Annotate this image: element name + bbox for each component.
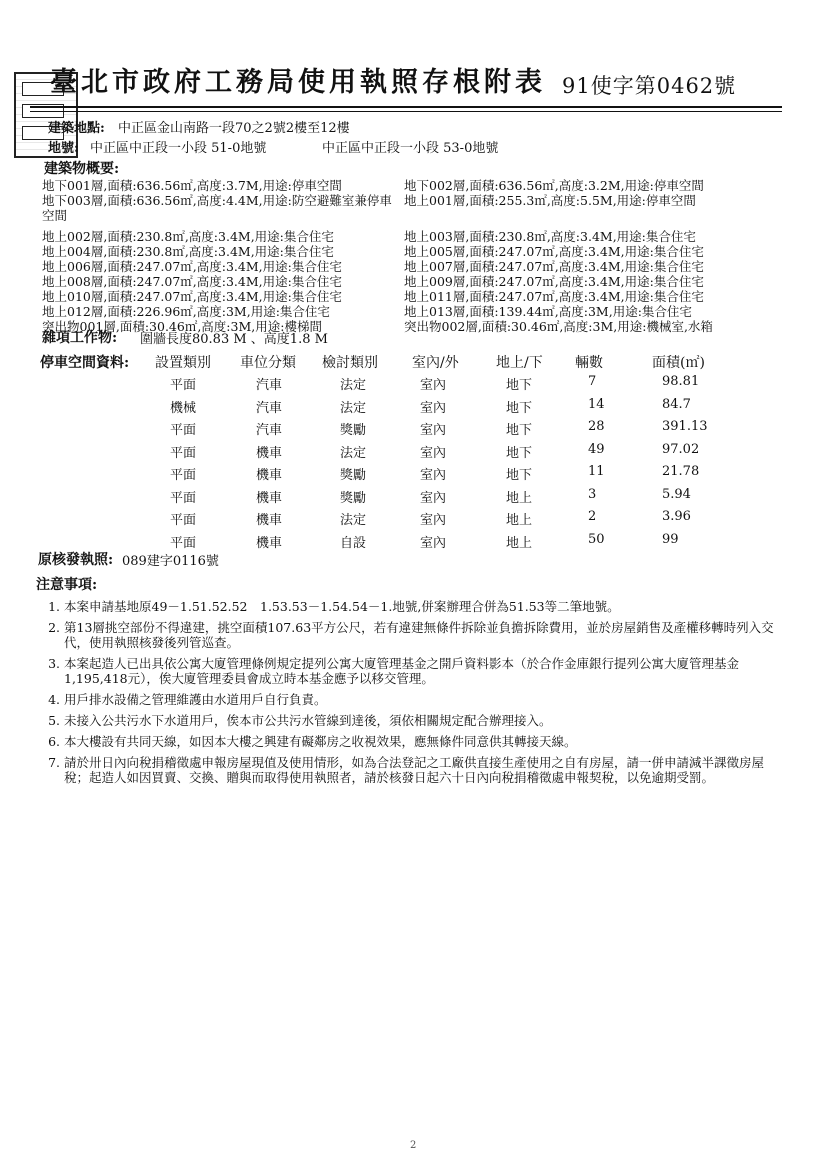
- overview-line: [404, 208, 784, 223]
- table-cell: 室內: [420, 468, 447, 483]
- table-cell: 機車: [256, 535, 283, 551]
- table-cell: 3.96: [662, 509, 691, 524]
- table-cell: 平面: [170, 468, 197, 483]
- misc-works-value: 圍牆長度80.83 M 、高度1.8 M: [140, 332, 328, 347]
- table-cell: 11: [588, 464, 605, 479]
- list-item: 5. 未接入公共污水下水道用戶，俟本市公共污水管線到達後，須依相關規定配合辦理接入。: [64, 713, 786, 728]
- table-cell: 獎勵: [340, 468, 367, 483]
- parking-header-cell: 設置類別: [155, 355, 211, 371]
- overview-line: 地下003層,面積:636.56㎡,高度:4.4M,用途:防空避難室兼停車: [42, 193, 392, 208]
- table-cell: 汽車: [256, 400, 283, 416]
- parking-header-cell: 車位分類: [240, 355, 296, 371]
- table-cell: 地下: [506, 400, 533, 416]
- overview-line: 地上002層,面積:230.8㎡,高度:3.4M,用途:集合住宅: [42, 229, 334, 244]
- overview-line: 地上004層,面積:230.8㎡,高度:3.4M,用途:集合住宅: [42, 244, 334, 259]
- overview-right-column: [404, 178, 784, 334]
- table-cell: 法定: [340, 400, 367, 416]
- table-cell: 機車: [256, 445, 283, 461]
- overview-line: 地上010層,面積:247.07㎡,高度:3.4M,用途:集合住宅: [42, 289, 342, 304]
- table-cell: 平面: [170, 513, 197, 528]
- overview-line: 地上012層,面積:226.96㎡,高度:3M,用途:集合住宅: [42, 304, 330, 319]
- list-item: 3. 本案起造人已出具依公寓大廈管理條例規定提列公寓大廈管理基金之開戶資料影本（於合作金庫銀行提列公寓大廈管理基金1,195,418元），俟大廈管理委員會成立時本基金應予以移交管理。: [64, 656, 786, 686]
- overview-label: 建築物概要:: [44, 161, 120, 177]
- parking-header-cell: 面積(㎡): [652, 355, 705, 371]
- list-item: 4. 用戶排水設備之管理維護由水道用戶自行負責。: [64, 692, 786, 707]
- table-cell: 機車: [256, 468, 283, 483]
- table-cell: 21.78: [662, 464, 700, 479]
- table-cell: 機械: [170, 400, 197, 416]
- overview-left-column: [42, 178, 402, 334]
- table-cell: 室內: [420, 535, 447, 551]
- original-permit-label: 原核發執照:: [38, 552, 114, 568]
- title-rule: [30, 106, 782, 108]
- table-cell: 地下: [506, 445, 533, 461]
- original-permit-value: 089建字0116號: [122, 554, 219, 569]
- table-cell: 84.7: [662, 396, 691, 412]
- table-cell: 法定: [340, 513, 367, 528]
- table-cell: 28: [588, 419, 605, 434]
- parking-header-cell: 地上/下: [496, 355, 543, 371]
- table-cell: 室內: [420, 400, 447, 416]
- overview-line: 地上013層,面積:139.44㎡,高度:3M,用途:集合住宅: [404, 304, 692, 319]
- table-cell: 平面: [170, 535, 197, 551]
- table-cell: 49: [588, 441, 605, 457]
- table-cell: 平面: [170, 423, 197, 438]
- page-title: 臺北市政府工務局使用執照存根附表: [50, 67, 546, 98]
- table-cell: 法定: [340, 445, 367, 461]
- overview-line: 地上001層,面積:255.3㎡,高度:5.5M,用途:停車空間: [404, 193, 696, 208]
- table-cell: 室內: [420, 378, 447, 393]
- parking-header-cell: 檢討類別: [322, 355, 378, 371]
- overview-line: 地上006層,面積:247.07㎡,高度:3.4M,用途:集合住宅: [42, 259, 342, 274]
- table-cell: 獎勵: [340, 490, 367, 506]
- parking-header-cell: 輛數: [575, 355, 603, 371]
- table-cell: 391.13: [662, 419, 708, 434]
- overview-line: 地上005層,面積:247.07㎡,高度:3.4M,用途:集合住宅: [404, 244, 704, 259]
- overview-line: 地下001層,面積:636.56㎡,高度:3.7M,用途:停車空間: [42, 178, 342, 193]
- table-cell: 平面: [170, 490, 197, 506]
- notes-section: [36, 578, 786, 791]
- table-cell: 室內: [420, 423, 447, 438]
- address-value: 中正區金山南路一段70之2號2樓至12樓: [118, 121, 350, 136]
- list-item: 6. 本大樓設有共同天線，如因本大樓之興建有礙鄰房之收視效果，應無條件同意供其轉接天線。: [64, 734, 786, 749]
- lot-value-2: 中正區中正段一小段 53-0地號: [322, 141, 499, 156]
- parking-header-cell: 室內/外: [412, 355, 459, 371]
- overview-line: 地上011層,面積:247.07㎡,高度:3.4M,用途:集合住宅: [404, 289, 704, 304]
- table-cell: 地下: [506, 423, 533, 438]
- table-cell: 99: [662, 531, 679, 547]
- table-cell: 98.81: [662, 374, 700, 389]
- list-item: 7. 請於卅日內向稅捐稽徵處申報房屋現值及使用情形，如為合法登記之工廠供直接生產使用之自有房屋，請一併申請減半課徵房屋稅；起造人如因買賣、交換、贈與而取得使用執照者，請於核發日起六十日內向稅捐稽徵處申報契稅，以免逾期受罰。: [64, 755, 786, 785]
- table-cell: 平面: [170, 445, 197, 461]
- parking-table: [0, 352, 840, 552]
- title-rule-thin: [30, 111, 782, 112]
- table-cell: 汽車: [256, 378, 283, 393]
- table-cell: 地下: [506, 468, 533, 483]
- overview-line: 地下002層,面積:636.56㎡,高度:3.2M,用途:停車空間: [404, 178, 704, 193]
- misc-works-label: 雜項工作物:: [42, 330, 118, 346]
- table-cell: 地下: [506, 378, 533, 393]
- address-label: 建築地點:: [48, 121, 105, 136]
- table-cell: 法定: [340, 378, 367, 393]
- table-cell: 5.94: [662, 486, 691, 502]
- table-cell: 50: [588, 531, 605, 547]
- table-cell: 汽車: [256, 423, 283, 438]
- notes-list: [36, 599, 786, 785]
- table-cell: 機車: [256, 513, 283, 528]
- table-cell: 室內: [420, 490, 447, 506]
- table-cell: 地上: [506, 513, 533, 528]
- overview-line: 地上007層,面積:247.07㎡,高度:3.4M,用途:集合住宅: [404, 259, 704, 274]
- table-cell: 地上: [506, 535, 533, 551]
- overview-line: 空間: [42, 208, 68, 223]
- overview-line: 地上008層,面積:247.07㎡,高度:3.4M,用途:集合住宅: [42, 274, 342, 289]
- table-cell: 2: [588, 509, 597, 524]
- table-cell: 97.02: [662, 441, 700, 457]
- table-cell: 7: [588, 374, 597, 389]
- lot-label: 地號:: [48, 141, 79, 156]
- table-cell: 室內: [420, 445, 447, 461]
- document-number: 91使字第0462號: [562, 74, 737, 98]
- table-cell: 地上: [506, 490, 533, 506]
- table-cell: 平面: [170, 378, 197, 393]
- table-cell: 自設: [340, 535, 367, 551]
- overview-line: 突出物001層,面積:30.46㎡,高度:3M,用途:樓梯間: [42, 319, 322, 334]
- table-cell: 14: [588, 396, 605, 412]
- list-item: 2. 第13層挑空部份不得違建，挑空面積107.63平方公尺，若有違建無條件拆除並負擔拆除費用，並於房屋銷售及產權移轉時列入交代，使用執照核發後列管巡查。: [64, 620, 786, 650]
- notes-label: 注意事項:: [36, 577, 98, 593]
- parking-label: 停車空間資料:: [40, 355, 130, 371]
- page-number: 2: [410, 1140, 417, 1151]
- overview-line: 地上009層,面積:247.07㎡,高度:3.4M,用途:集合住宅: [404, 274, 704, 289]
- lot-value-1: 中正區中正段一小段 51-0地號: [90, 141, 267, 156]
- overview-line: 突出物002層,面積:30.46㎡,高度:3M,用途:機械室,水箱: [404, 319, 713, 334]
- table-cell: 獎勵: [340, 423, 367, 438]
- list-item: 1. 本案申請基地原49－1.51.52.52 1.53.53－1.54.54－1.地號,併案辦理合併為51.53等二筆地號。: [64, 599, 786, 614]
- table-cell: 3: [588, 486, 597, 502]
- table-cell: 機車: [256, 490, 283, 506]
- table-cell: 室內: [420, 513, 447, 528]
- overview-line: 地上003層,面積:230.8㎡,高度:3.4M,用途:集合住宅: [404, 229, 696, 244]
